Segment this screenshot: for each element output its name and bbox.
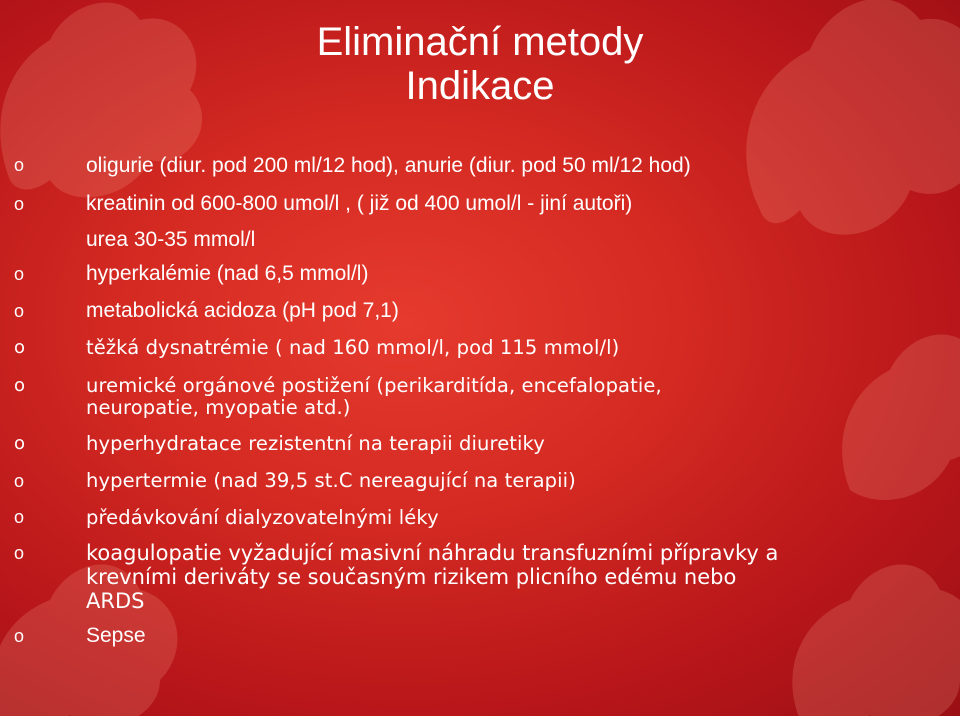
list-item: předávkování dialyzovatelnými léky [86, 506, 439, 529]
bullet-marker: o [14, 155, 25, 175]
bullet-marker: o [14, 301, 25, 321]
list-item: koagulopatie vyžadující masivní náhradu transfuzními přípravky a [86, 541, 779, 565]
bullet-marker: o [14, 194, 25, 214]
bullet-marker: o [14, 337, 26, 358]
list-item: krevními deriváty se současným rizikem plicního edému nebo [86, 565, 737, 589]
list-item: ARDS [86, 589, 145, 613]
bullet-marker: o [14, 264, 25, 284]
bullet-marker: o [14, 433, 26, 454]
bullet-marker: o [14, 507, 25, 527]
list-item: neuropatie, myopatie atd.) [86, 396, 351, 419]
title-line-2: Indikace [405, 64, 555, 108]
list-item: metabolická acidoza (pH pod 7,1) [86, 299, 399, 322]
list-item: oligurie (diur. pod 200 ml/12 hod), anurie (diur. pod 50 ml/12 hod) [86, 154, 691, 177]
list-item: Sepse [86, 624, 146, 647]
title-line-1: Eliminační metody [316, 20, 644, 64]
list-item: hypertermie (nad 39,5 st.C nereagující na terapii) [86, 469, 576, 492]
list-item: uremické orgánové postižení (perikarditída, encefalopatie, [86, 374, 662, 397]
leaf-decoration-right [820, 300, 960, 520]
slide-title [0, 20, 960, 108]
leaf-decoration-bottom-right [760, 520, 960, 716]
bullet-marker: o [14, 543, 25, 563]
list-item: hyperhydratace rezistentní na terapii diuretiky [86, 432, 545, 455]
bullet-marker: o [14, 626, 25, 646]
list-item: těžká dysnatrémie ( nad 160 mmol/l, pod 115 mmol/l) [86, 336, 620, 359]
list-item: urea 30-35 mmol/l [86, 228, 256, 251]
list-item: hyperkalémie (nad 6,5 mmol/l) [86, 262, 369, 285]
list-item: kreatinin od 600-800 umol/l , ( již od 400 umol/l - jiní autoři) [86, 192, 633, 215]
bullet-marker: o [14, 375, 26, 396]
bullet-marker: o [14, 471, 25, 491]
